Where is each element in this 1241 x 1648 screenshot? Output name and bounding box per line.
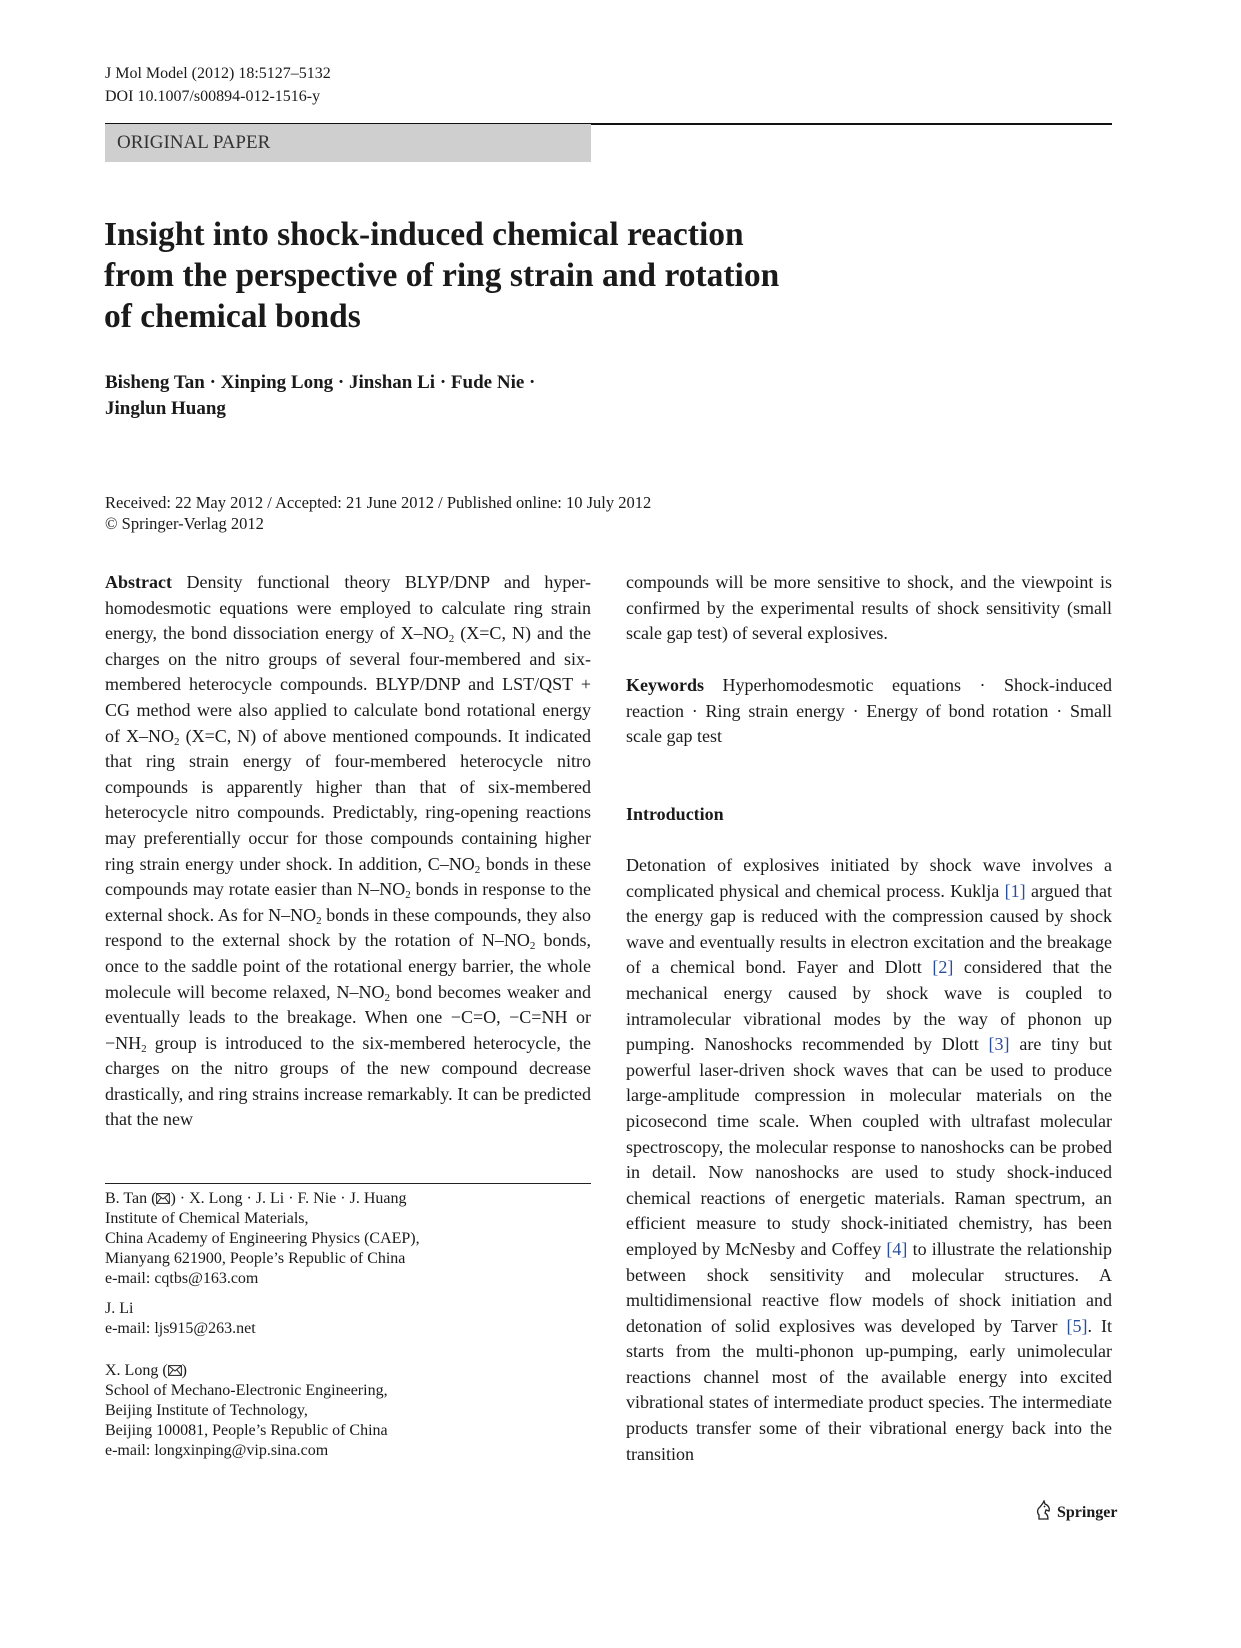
subscript: 2: [174, 735, 180, 748]
subscript: 2: [448, 633, 455, 646]
affiliation-email[interactable]: e-mail: cqtbs@163.com: [105, 1270, 259, 1287]
abstract-text: bond becomes weaker and eventually leads to the breakage. When one −C=O, −C=NH or −NH: [105, 981, 591, 1053]
affiliation-authors: B. Tan ( ) · X. Long · J. Li · F. Nie · J. Huang: [105, 1190, 407, 1207]
publisher-logo: [1035, 1500, 1117, 1525]
affiliation-line: China Academy of Engineering Physics (CAEP),: [105, 1230, 420, 1247]
affiliation-email[interactable]: e-mail: ljs915@263.net: [105, 1320, 256, 1337]
author-list: Bisheng Tan · Xinping Long · Jinshan Li · Fude Nie · Jinglun Huang: [105, 372, 536, 419]
subscript: 2: [474, 863, 481, 876]
intro-text: argued that the energy gap is reduced with the compression caused by shock wave and eventually results in electron excitation and the breakage of a chemical bond. Fayer and Dlott: [626, 880, 1112, 978]
abstract-text: (X=C, N) of above mentioned compounds. It indicated that ring strain energy of four-membered heterocycle nitro compounds is apparently higher than that of six-membered heterocycle nitro compounds. Predictably, ring-opening reactions may preferentially occur for those compounds containing higher ring strain energy under shock. In addition, C–NO: [105, 725, 591, 874]
abstract-text: bonds, once to the saddle point of the rotational energy barrier, the whole molecule will become relaxed, N–NO: [105, 930, 592, 1002]
keywords-label: Keywords: [626, 675, 704, 695]
abstract-text: bonds in these compounds, they also respond to the external shock by the rotation of N–NO: [105, 904, 591, 951]
affiliation-line: Institute of Chemical Materials,: [105, 1210, 309, 1227]
publisher-name: Springer: [1057, 1503, 1118, 1521]
intro-text: . It starts from the multi-phonon up-pumping, early unimolecular reactions channel most of the available energy into excited vibrational states of intermediate product species. The intermediate products transfer some of their vibrational energy back into the transition: [626, 1315, 1112, 1464]
abstract-continuation: compounds will be more sensitive to shock, and the viewpoint is confirmed by the experimental results of shock sensitivity (small scale gap test) of several explosives.: [626, 572, 1112, 644]
subscript: 2: [384, 991, 390, 1004]
author-name[interactable]: Xinping Long: [220, 372, 334, 393]
subscript: 2: [405, 889, 411, 902]
affiliation-name: X. Long ( ): [105, 1362, 187, 1379]
journal-citation: J Mol Model (2012) 18:5127–5132: [105, 65, 331, 82]
abstract-label: Abstract: [105, 572, 172, 592]
author-name[interactable]: Jinglun Huang: [105, 398, 226, 419]
paper-title: [104, 214, 904, 337]
affiliation-email[interactable]: e-mail: longxinping@vip.sina.com: [105, 1442, 329, 1459]
subscript: 2: [141, 1042, 147, 1055]
affiliation-name: J. Li: [105, 1300, 134, 1317]
citation-link[interactable]: [2]: [932, 957, 954, 978]
intro-text: to illustrate the relationship between shock sensitivity and molecular structures. A multidimensional reactive flow models of shock initiation and detonation of solid explosives was developed by Tarver: [626, 1238, 1112, 1336]
abstract-text: bonds in these compounds may rotate easier than N–NO: [105, 853, 591, 900]
title-line-1: Insight into shock-induced chemical reaction: [104, 216, 744, 253]
abstract-text: bonds in response to the external shock. As for N–NO: [105, 879, 591, 925]
affiliation-line: School of Mechano-Electronic Engineering,: [105, 1382, 388, 1399]
citation-link[interactable]: [3]: [988, 1034, 1010, 1055]
citation-link[interactable]: [5]: [1066, 1315, 1088, 1336]
copyright: © Springer-Verlag 2012: [105, 514, 264, 533]
intro-text: Detonation of explosives initiated by shock wave involves a complicated physical and chemical process. Kuklja: [626, 855, 1112, 901]
history-dates: Received: 22 May 2012 / Accepted: 21 June 2012 / Published online: 10 July 2012: [105, 493, 652, 512]
affiliation-block-3: [105, 1361, 591, 1461]
abstract-text: Density functional theory BLYP/DNP and hyper-homodesmotic equations were employed to calculate ring strain energy, the bond dissociation energy of X–NO: [105, 572, 591, 644]
affiliation-block-1: [105, 1189, 591, 1289]
author-name[interactable]: Jinshan Li: [349, 372, 436, 393]
abstract-text: (X=C, N) and the charges on the nitro groups of several four-membered and six-membered heterocycle compounds. BLYP/DNP and LST/QST + CG method were also applied to calculate bond rotational energy of X–NO: [105, 623, 591, 746]
introduction-body: [626, 853, 1112, 1467]
author-name[interactable]: Fude Nie: [450, 372, 525, 393]
envelope-icon[interactable]: [168, 1362, 182, 1379]
keywords-text: Hyperhomodesmotic equations · Shock-induced reaction · Ring strain energy · Energy of bond rotation · Small scale gap test: [626, 675, 1112, 747]
envelope-icon[interactable]: [156, 1190, 170, 1207]
publication-dates: [105, 492, 651, 534]
keywords: [626, 673, 1112, 750]
abstract: [105, 570, 591, 1133]
section-banner: ORIGINAL PAPER: [105, 124, 591, 162]
doi[interactable]: DOI 10.1007/s00894-012-1516-y: [105, 88, 321, 105]
title-line-3: of chemical bonds: [104, 298, 361, 335]
subscript: 2: [529, 940, 536, 953]
author-name[interactable]: Bisheng Tan: [105, 372, 205, 393]
affiliation-line: Beijing 100081, People’s Republic of China: [105, 1422, 388, 1439]
section-heading-introduction: Introduction: [626, 804, 724, 824]
citation-link[interactable]: [4]: [886, 1238, 908, 1259]
citation-link[interactable]: [1]: [1004, 880, 1026, 901]
footnote-rule: [105, 1183, 591, 1184]
intro-text: considered that the mechanical energy caused by shock wave is coupled to intramolecular vibrational modes by the way of phonon up pumping. Nanoshocks recommended by Dlott: [626, 957, 1112, 1055]
springer-knight-icon: [1035, 1500, 1053, 1525]
affiliation-line: Beijing Institute of Technology,: [105, 1402, 308, 1419]
subscript: 2: [316, 914, 322, 927]
affiliation-block-2: [105, 1299, 591, 1339]
title-line-2: from the perspective of ring strain and rotation: [104, 257, 780, 294]
abstract-text: group is introduced to the six-membered heterocycle, the charges on the nitro groups of the new compound decrease drastically, and ring strains increase remarkably. It can be predicted that the new: [105, 1032, 591, 1130]
affiliation-line: Mianyang 621900, People’s Republic of China: [105, 1250, 406, 1267]
intro-text: are tiny but powerful laser-driven shock waves that can be used to produce large-amplitude compression in molecular materials on the picosecond time scale. When coupled with ultrafast molecular spectroscopy, the molecular response to nanoshocks can be probed in detail. Now nanoshocks are used to study shock-induced chemical reactions of energetic materials. Raman spectrum, an efficient measure to study shock-initiated chemistry, has been employed by McNesby and Coffey: [626, 1034, 1112, 1259]
